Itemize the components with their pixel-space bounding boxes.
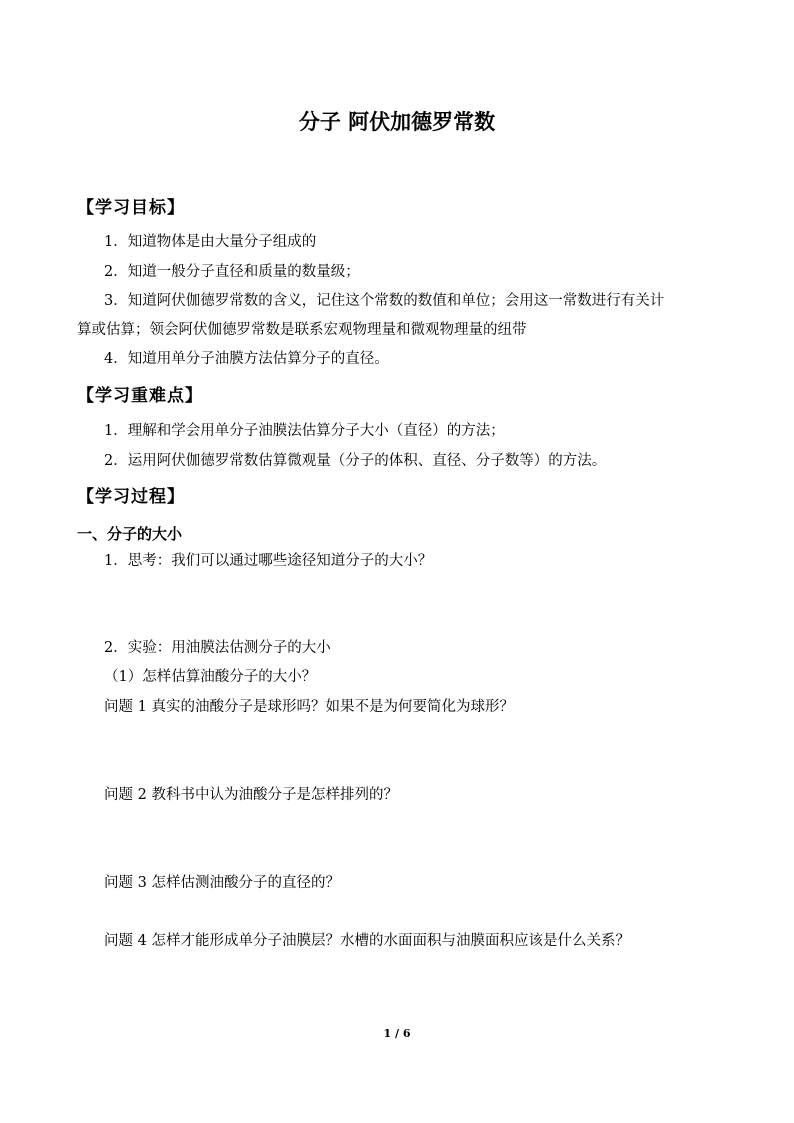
keypoint-item-2: 2．运用阿伏伽德罗常数估算微观量（分子的体积、直径、分子数等）的方法。: [104, 453, 607, 469]
keypoint-item-1: 1．理解和学会用单分子油膜法估算分子大小（直径）的方法；: [104, 423, 505, 439]
process-heading: 【学习过程】: [77, 487, 185, 507]
question-4: 问题 4 怎样才能形成单分子油膜层？水槽的水面面积与油膜面积应该是什么关系？: [104, 933, 630, 949]
question-3: 问题 3 怎样估测油酸分子的直径的？: [104, 875, 340, 891]
process-subheading: 一、分子的大小: [77, 525, 183, 543]
question-1: 问题 1 真实的油酸分子是球形吗？如果不是为何要简化为球形？: [104, 699, 514, 715]
question-2: 问题 2 教科书中认为油酸分子是怎样排列的？: [104, 787, 398, 803]
process-item-1: 1．思考：我们可以通过哪些途径知道分子的大小？: [104, 553, 433, 569]
goals-heading: 【学习目标】: [77, 198, 185, 218]
goal-item-3-cont: 算或估算；领会阿伏伽德罗常数是联系宏观物理量和微观物理量的纽带: [77, 322, 527, 338]
document-title: 分子 阿伏加德罗常数: [298, 110, 496, 134]
process-item-2: 2．实验：用油膜法估测分子的大小: [104, 640, 331, 656]
keypoints-heading: 【学习重难点】: [77, 386, 203, 406]
page-number: 1 / 6: [383, 1027, 411, 1040]
goal-item-2: 2．知道一般分子直径和质量的数量级；: [104, 264, 360, 280]
process-item-2-1: （1）怎样估算油酸分子的大小？: [104, 669, 317, 685]
goal-item-3: 3．知道阿伏伽德罗常数的含义，记住这个常数的数值和单位；会用这一常数进行有关计: [104, 293, 665, 309]
goal-item-1: 1．知道物体是由大量分子组成的: [104, 234, 317, 250]
goal-item-4: 4．知道用单分子油膜方法估算分子的直径。: [104, 351, 389, 367]
